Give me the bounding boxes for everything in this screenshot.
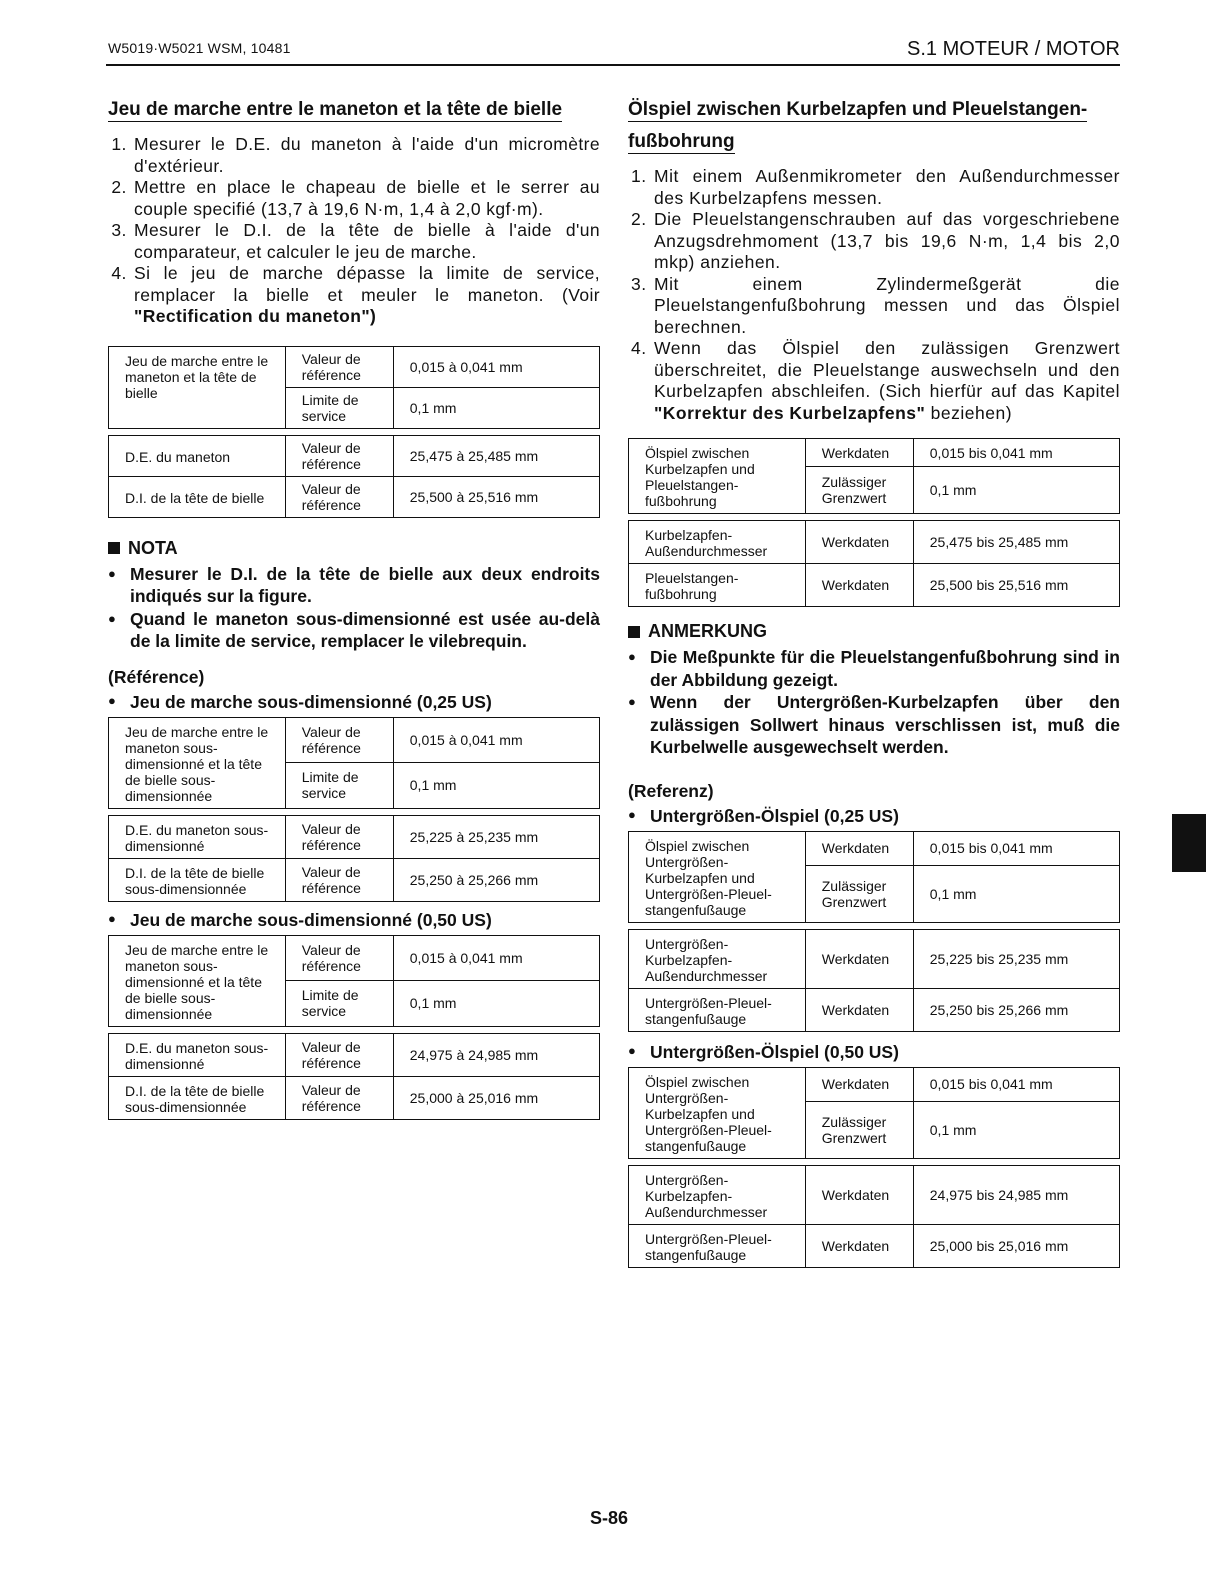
fr-us050-t2-label-2: Valeur de référence <box>285 1076 393 1119</box>
de-us025-t2-item-2: Untergrößen-Pleuel-stangenfußauge <box>629 988 806 1031</box>
de-us050-t1-lim-label: Zulässiger Grenzwert <box>805 1101 913 1158</box>
fr-t1-ref-value: 0,015 à 0,041 mm <box>393 346 599 387</box>
document-code: W5019·W5021 WSM, 10481 <box>108 40 291 56</box>
fr-step-4-reference: "Rectification du maneton") <box>134 306 377 326</box>
header-rule <box>106 64 1120 66</box>
square-bullet-icon <box>628 626 640 638</box>
section-title: S.1 MOTEUR / MOTOR <box>907 38 1120 60</box>
fr-us025-heading: ● Jeu de marche sous-dimensionné (0,25 US) <box>108 692 600 713</box>
fr-us025-t1-item: Jeu de marche entre le maneton sous-dimensionné et la tête de bielle sous-dimensionnée <box>109 717 286 808</box>
de-t2-label-1: Werkdaten <box>805 521 913 564</box>
de-step-4-end: beziehen) <box>930 402 1013 423</box>
fr-us025-t2-value-2: 25,250 à 25,266 mm <box>393 858 599 901</box>
fr-us025-t2-label-1: Valeur de référence <box>285 815 393 858</box>
de-t1-item: Ölspiel zwischen Kurbelzapfen und Pleuelstangen-fußbohrung <box>629 439 806 514</box>
de-step-2: 2. Die Pleuelstangenschrauben auf das vorgeschriebene Anzugsdrehmoment (13,7 bis 19,6 N·m, 1,4 bis 2,0 mkp) anziehen. <box>652 209 1120 274</box>
de-us050-t1-item: Ölspiel zwischen Untergrößen-Kurbelzapfen und Untergrößen-Pleuel-stangenfußauge <box>629 1067 806 1158</box>
de-us050-heading: ● Untergrößen-Ölspiel (0,50 US) <box>628 1042 1120 1063</box>
de-us050-t1-ref-label: Werkdaten <box>805 1067 913 1101</box>
de-section-heading: Ölspiel zwischen Kurbelzapfen und Pleuelstangen-fußbohrung <box>628 99 1088 152</box>
de-us025-table-1 <box>628 831 1120 923</box>
de-us050-t2-label-2: Werkdaten <box>805 1224 913 1267</box>
fr-spec-table-1 <box>108 346 600 429</box>
fr-t2-value-1: 25,475 à 25,485 mm <box>393 435 599 476</box>
fr-us050-t1-item: Jeu de marche entre le maneton sous-dimensionné et la tête de bielle sous-dimensionnée <box>109 935 286 1026</box>
de-t1-lim-label: Zulässiger Grenzwert <box>805 467 913 514</box>
fr-us025-t1-ref-value: 0,015 à 0,041 mm <box>393 717 599 763</box>
de-us050-t2-value-2: 25,000 bis 25,016 mm <box>913 1224 1119 1267</box>
fr-t1-ref-label: Valeur de référence <box>285 346 393 387</box>
de-t2-item-2: Pleuelstangen-fußbohrung <box>629 564 806 607</box>
fr-us050-table-2 <box>108 1033 600 1120</box>
fr-us025-t2-item-2: D.I. de la tête de bielle sous-dimensionnée <box>109 858 286 901</box>
fr-us050-t2-item-2: D.I. de la tête de bielle sous-dimensionnée <box>109 1076 286 1119</box>
fr-section-heading: Jeu de marche entre le maneton et la tête de bielle <box>108 99 563 120</box>
fr-t1-item: Jeu de marche entre le maneton et la tête de bielle <box>109 346 286 428</box>
de-step-1: 1. Mit einem Außenmikrometer den Außendurchmesser des Kurbelzapfens messen. <box>652 166 1120 209</box>
fr-step-1: 1. Mesurer le D.E. du maneton à l'aide d'un micromètre d'extérieur. <box>132 134 600 177</box>
fr-t2-label-1: Valeur de référence <box>285 435 393 476</box>
fr-us050-t1-lim-value: 0,1 mm <box>393 981 599 1027</box>
fr-us050-t2-label-1: Valeur de référence <box>285 1033 393 1076</box>
de-spec-table-2 <box>628 520 1120 607</box>
fr-t2-item-1: D.E. du maneton <box>109 435 286 476</box>
de-us025-t1-lim-value: 0,1 mm <box>913 865 1119 922</box>
de-t2-value-2: 25,500 bis 25,516 mm <box>913 564 1119 607</box>
de-procedure-list <box>628 166 1120 424</box>
de-us050-t2-item-1: Untergrößen-Kurbelzapfen-Außendurchmesser <box>629 1165 806 1224</box>
de-us050-table-1 <box>628 1067 1120 1159</box>
fr-us025-t2-value-1: 25,225 à 25,235 mm <box>393 815 599 858</box>
de-us025-table-2 <box>628 929 1120 1032</box>
fr-note-heading <box>108 538 600 559</box>
fr-t1-lim-value: 0,1 mm <box>393 387 599 428</box>
de-t1-lim-value: 0,1 mm <box>913 467 1119 514</box>
fr-note-list <box>108 563 600 653</box>
fr-us025-t2-label-2: Valeur de référence <box>285 858 393 901</box>
de-note-1: ● Die Meßpunkte für die Pleuelstangenfußbohrung sind in der Abbildung gezeigt. <box>628 646 1120 691</box>
fr-note-1: ● Mesurer le D.I. de la tête de bielle aux deux endroits indiqués sur la figure. <box>108 563 600 608</box>
de-spec-table-1 <box>628 438 1120 514</box>
fr-t2-value-2: 25,500 à 25,516 mm <box>393 476 599 517</box>
de-reference-heading: (Referenz) <box>628 780 714 801</box>
fr-t1-lim-label: Limite de service <box>285 387 393 428</box>
fr-step-3: 3. Mesurer le D.I. de la tête de bielle à l'aide d'un comparateur, et calculer le jeu de marche. <box>132 220 600 263</box>
de-us050-t2-value-1: 24,975 bis 24,985 mm <box>913 1165 1119 1224</box>
fr-spec-table-2 <box>108 435 600 518</box>
fr-us025-t2-item-1: D.E. du maneton sous-dimensionné <box>109 815 286 858</box>
de-us025-t2-label-1: Werkdaten <box>805 929 913 988</box>
square-bullet-icon <box>108 542 120 554</box>
de-us025-heading: ● Untergrößen-Ölspiel (0,25 US) <box>628 806 1120 827</box>
de-us050-table-2 <box>628 1165 1120 1268</box>
fr-note-2: ● Quand le maneton sous-dimensionné est usée au-delà de la limite de service, remplacer le vilebrequin. <box>108 608 600 653</box>
fr-us050-table-1 <box>108 935 600 1027</box>
page-number: S-86 <box>590 1508 629 1528</box>
fr-us025-t1-lim-value: 0,1 mm <box>393 763 599 809</box>
de-t1-ref-value: 0,015 bis 0,041 mm <box>913 439 1119 467</box>
de-us050-t1-ref-value: 0,015 bis 0,041 mm <box>913 1067 1119 1101</box>
fr-t2-item-2: D.I. de la tête de bielle <box>109 476 286 517</box>
de-note-title: ANMERKUNG <box>648 621 767 641</box>
fr-procedure-list <box>108 134 600 328</box>
fr-step-2: 2. Mettre en place le chapeau de bielle et le serrer au couple specifié (13,7 à 19,6 N·m, 1,4 à 2,0 kgf·m). <box>132 177 600 220</box>
fr-us025-t1-lim-label: Limite de service <box>285 763 393 809</box>
fr-note-title: NOTA <box>128 537 178 558</box>
de-step-4-text: Wenn das Ölspiel den zulässigen Grenzwert überschreitet, die Pleuelstange auswechseln und den Kurbelzapfen abschleifen. (Sich hierfür auf das Kapitel <box>654 338 1120 401</box>
fr-us050-t2-value-2: 25,000 à 25,016 mm <box>393 1076 599 1119</box>
fr-us050-t2-value-1: 24,975 à 24,985 mm <box>393 1033 599 1076</box>
de-step-4-reference: "Korrektur des Kurbelzapfens" <box>654 402 926 423</box>
fr-us050-t2-item-1: D.E. du maneton sous-dimensionné <box>109 1033 286 1076</box>
de-note-list <box>628 646 1120 759</box>
de-us025-t1-lim-label: Zulässiger Grenzwert <box>805 865 913 922</box>
fr-us025-table-1 <box>108 717 600 809</box>
de-t2-value-1: 25,475 bis 25,485 mm <box>913 521 1119 564</box>
fr-us050-t1-lim-label: Limite de service <box>285 981 393 1027</box>
fr-us025-table-2 <box>108 815 600 902</box>
de-us025-t1-ref-label: Werkdaten <box>805 831 913 865</box>
de-step-3: 3. Mit einem Zylindermeßgerät die Pleuelstangenfußbohrung messen und das Ölspiel berechnen. <box>652 274 1120 339</box>
german-column <box>628 94 1120 1268</box>
de-us025-t2-value-1: 25,225 bis 25,235 mm <box>913 929 1119 988</box>
fr-step-4-text: Si le jeu de marche dépasse la limite de service, remplacer la bielle et meuler le maneton. (Voir <box>134 263 600 305</box>
fr-t2-label-2: Valeur de référence <box>285 476 393 517</box>
de-step-4 <box>652 338 1120 424</box>
fr-us025-t1-ref-label: Valeur de référence <box>285 717 393 763</box>
fr-us050-t1-ref-label: Valeur de référence <box>285 935 393 981</box>
de-us025-t2-item-1: Untergrößen-Kurbelzapfen-Außendurchmesser <box>629 929 806 988</box>
de-us050-t2-item-2: Untergrößen-Pleuel-stangenfußauge <box>629 1224 806 1267</box>
de-us025-t1-ref-value: 0,015 bis 0,041 mm <box>913 831 1119 865</box>
de-us050-t2-label-1: Werkdaten <box>805 1165 913 1224</box>
de-t1-ref-label: Werkdaten <box>805 439 913 467</box>
de-us025-t1-item: Ölspiel zwischen Untergrößen-Kurbelzapfen und Untergrößen-Pleuel-stangenfußauge <box>629 831 806 922</box>
fr-step-4 <box>132 263 600 328</box>
fr-us050-heading: ● Jeu de marche sous-dimensionné (0,50 US) <box>108 910 600 931</box>
de-note-2: ● Wenn der Untergrößen-Kurbelzapfen über den zulässigen Sollwert hinaus verschlissen ist, muß die Kurbelwelle ausgewechselt werden. <box>628 691 1120 759</box>
de-us025-t2-label-2: Werkdaten <box>805 988 913 1031</box>
de-us050-t1-lim-value: 0,1 mm <box>913 1101 1119 1158</box>
de-t2-item-1: Kurbelzapfen-Außendurchmesser <box>629 521 806 564</box>
chapter-tab-marker <box>1172 814 1206 872</box>
de-t2-label-2: Werkdaten <box>805 564 913 607</box>
french-column <box>108 94 600 1120</box>
de-us025-t2-value-2: 25,250 bis 25,266 mm <box>913 988 1119 1031</box>
fr-reference-heading: (Référence) <box>108 666 205 687</box>
fr-us050-t1-ref-value: 0,015 à 0,041 mm <box>393 935 599 981</box>
de-note-heading <box>628 621 1120 642</box>
